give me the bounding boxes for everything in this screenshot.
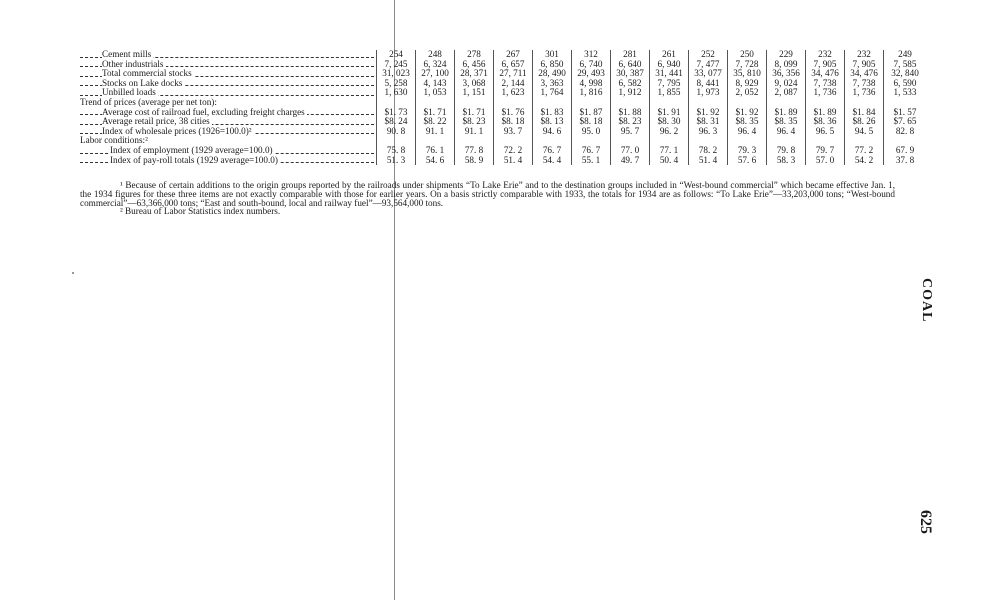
table-cell: $1. 83 — [533, 108, 572, 118]
table-cell: $8. 26 — [845, 117, 884, 127]
table-cell: 252 — [689, 50, 728, 60]
table-cell: $8. 35 — [767, 117, 806, 127]
table-cell: 261 — [650, 50, 689, 60]
table-cell: 7, 905 — [806, 60, 845, 70]
table-cell: 7, 738 — [845, 79, 884, 89]
table-cell: 94. 5 — [845, 127, 884, 137]
table-cell: 3, 068 — [455, 79, 494, 89]
table-cell: 7, 245 — [377, 60, 416, 70]
table-cell: $1. 57 — [884, 108, 927, 118]
table-cell: $1. 89 — [767, 108, 806, 118]
row-label — [80, 117, 377, 127]
table-cell: $8. 24 — [377, 117, 416, 127]
table-cell: 1, 630 — [377, 88, 416, 98]
table-cell: 1, 816 — [572, 88, 611, 98]
table-cell: 51. 4 — [494, 156, 533, 166]
table-cell: 2, 144 — [494, 79, 533, 89]
table-cell: 1, 053 — [416, 88, 455, 98]
row-label-text: Average retail price, 38 cities — [102, 117, 210, 127]
table-cell: 76. 1 — [416, 146, 455, 156]
table-cell: 6, 582 — [611, 79, 650, 89]
table-cell: 72. 2 — [494, 146, 533, 156]
table-cell: 91. 1 — [416, 127, 455, 137]
table-cell: $1. 84 — [845, 108, 884, 118]
table-cell: 55. 1 — [572, 156, 611, 166]
table-cell: 301 — [533, 50, 572, 60]
table-cell: 249 — [884, 50, 927, 60]
table-cell: 57. 6 — [728, 156, 767, 166]
page-number: 625 — [917, 510, 934, 534]
table-cell: 5, 258 — [377, 79, 416, 89]
table-cell: 27, 100 — [416, 69, 455, 79]
row-label — [80, 69, 377, 79]
row-label-text: Labor conditions:² — [80, 136, 148, 146]
table-cell: 7, 905 — [845, 60, 884, 70]
table-cell: 6, 740 — [572, 60, 611, 70]
table-cell: $1. 73 — [377, 108, 416, 118]
table-cell: 77. 2 — [845, 146, 884, 156]
table-cell: 1, 764 — [533, 88, 572, 98]
table-cell: 7, 585 — [884, 60, 927, 70]
table-cell: 76. 7 — [572, 146, 611, 156]
table-cell: 7, 795 — [650, 79, 689, 89]
table-cell: $8. 35 — [728, 117, 767, 127]
table-cell: 79. 3 — [728, 146, 767, 156]
table-cell: 1, 623 — [494, 88, 533, 98]
table-cell: 1, 855 — [650, 88, 689, 98]
table-cell: 1, 533 — [884, 88, 927, 98]
statistics-table-body — [80, 50, 926, 165]
table-cell: 6, 657 — [494, 60, 533, 70]
table-cell: 31, 023 — [377, 69, 416, 79]
table-cell: 1, 736 — [806, 88, 845, 98]
table-cell: 8, 441 — [689, 79, 728, 89]
table-cell: 77. 8 — [455, 146, 494, 156]
row-label-text: Index of pay-roll totals (1929 average=100.0) — [110, 155, 278, 165]
table-cell: 79. 8 — [767, 146, 806, 156]
table-cell: 33, 077 — [689, 69, 728, 79]
table-cell: $8. 31 — [689, 117, 728, 127]
table-cell: 2, 087 — [767, 88, 806, 98]
table-cell: 229 — [767, 50, 806, 60]
table-cell: 93. 7 — [494, 127, 533, 137]
footnote-2: ² Bureau of Labor Statistics index numbers. — [120, 206, 281, 217]
table-cell: 6, 324 — [416, 60, 455, 70]
table-cell: 30, 387 — [611, 69, 650, 79]
row-label — [80, 146, 377, 156]
table-cell: 96. 4 — [728, 127, 767, 137]
table-cell: 77. 0 — [611, 146, 650, 156]
row-label-text: Index of employment (1929 average=100.0) — [110, 145, 273, 155]
table-cell: 2, 052 — [728, 88, 767, 98]
table-cell: $1. 88 — [611, 108, 650, 118]
table-cell: 6, 940 — [650, 60, 689, 70]
table-cell: $1. 76 — [494, 108, 533, 118]
table-cell: $1. 91 — [650, 108, 689, 118]
footnotes — [80, 181, 895, 216]
table-cell: $8. 23 — [455, 117, 494, 127]
table-cell: 8, 929 — [728, 79, 767, 89]
table-cell: $8. 30 — [650, 117, 689, 127]
table-cell: 95. 0 — [572, 127, 611, 137]
scan-speck — [72, 272, 74, 274]
table-cell: $1. 71 — [455, 108, 494, 118]
table-cell: 1, 912 — [611, 88, 650, 98]
table-cell: 34, 476 — [806, 69, 845, 79]
table-cell: 67. 9 — [884, 146, 927, 156]
table-cell: 94. 6 — [533, 127, 572, 137]
table-cell: 1, 973 — [689, 88, 728, 98]
table-cell: 51. 4 — [689, 156, 728, 166]
table-cell: 95. 7 — [611, 127, 650, 137]
table-cell: 7, 477 — [689, 60, 728, 70]
table-cell: 91. 1 — [455, 127, 494, 137]
table-cell: 54. 4 — [533, 156, 572, 166]
table-cell: 6, 590 — [884, 79, 927, 89]
row-label — [80, 50, 377, 60]
table-cell: $1. 71 — [416, 108, 455, 118]
table-cell: 54. 2 — [845, 156, 884, 166]
table-row — [80, 136, 926, 146]
table-cell: 28, 490 — [533, 69, 572, 79]
table-cell: 312 — [572, 50, 611, 60]
table-cell: 250 — [728, 50, 767, 60]
table-cell: 58. 3 — [767, 156, 806, 166]
statistics-table — [80, 50, 926, 165]
table-cell: 76. 7 — [533, 146, 572, 156]
row-label-text: Cement mills — [102, 50, 152, 59]
table-cell: 3, 363 — [533, 79, 572, 89]
table-cell: 58. 9 — [455, 156, 494, 166]
table-cell: 82. 8 — [884, 127, 927, 137]
row-label — [80, 156, 377, 166]
table-cell: $1. 89 — [806, 108, 845, 118]
row-label — [80, 60, 377, 70]
table-cell: 50. 4 — [650, 156, 689, 166]
table-cell: 29, 493 — [572, 69, 611, 79]
table-cell: $1. 92 — [728, 108, 767, 118]
row-label — [80, 88, 377, 98]
table-cell: 27, 711 — [494, 69, 533, 79]
table-cell: 57. 0 — [806, 156, 845, 166]
row-label — [80, 127, 377, 137]
row-label-text: Trend of prices (average per net ton): — [80, 97, 217, 107]
table-cell: 254 — [377, 50, 416, 60]
table-cell: 77. 1 — [650, 146, 689, 156]
table-cell: 96. 5 — [806, 127, 845, 137]
table-cell: 281 — [611, 50, 650, 60]
table-cell: 4, 143 — [416, 79, 455, 89]
table-cell: 37. 8 — [884, 156, 927, 166]
table-row — [80, 127, 926, 137]
table-cell: 4, 998 — [572, 79, 611, 89]
table-cell: 54. 6 — [416, 156, 455, 166]
table-cell: 79. 7 — [806, 146, 845, 156]
row-label-text: Total commercial stocks — [102, 69, 192, 79]
table-cell: 232 — [845, 50, 884, 60]
table-cell: $8. 23 — [611, 117, 650, 127]
table-cell: 6, 640 — [611, 60, 650, 70]
table-cell: 6, 850 — [533, 60, 572, 70]
table-cell: 248 — [416, 50, 455, 60]
table-cell: 32, 840 — [884, 69, 927, 79]
table-cell: 1, 736 — [845, 88, 884, 98]
row-label-text: Average cost of railroad fuel, excluding freight charges — [102, 107, 305, 117]
row-label — [80, 136, 377, 146]
table-cell: $7. 65 — [884, 117, 927, 127]
table-cell: 232 — [806, 50, 845, 60]
table-cell: 1, 151 — [455, 88, 494, 98]
table-cell: 96. 3 — [689, 127, 728, 137]
table-cell: 75. 8 — [377, 146, 416, 156]
table-cell: 267 — [494, 50, 533, 60]
table-cell: 34, 476 — [845, 69, 884, 79]
row-label-text: Unbilled loads — [102, 88, 156, 98]
table-cell: 36, 356 — [767, 69, 806, 79]
table-cell: 6, 456 — [455, 60, 494, 70]
table-cell: 278 — [455, 50, 494, 60]
row-label — [80, 98, 377, 108]
table-cell: $8. 18 — [494, 117, 533, 127]
table-row — [80, 156, 926, 166]
row-label — [80, 79, 377, 89]
row-label-text: Stocks on Lake docks — [102, 78, 183, 88]
table-cell: $1. 87 — [572, 108, 611, 118]
section-title: COAL — [919, 278, 934, 323]
table-cell: 90. 8 — [377, 127, 416, 137]
footnote-1: ¹ Because of certain additions to the origin groups reported by the railroads under shipments “To Lake Erie” and to the destination groups included in “West-bound commercial” which became effective Jan. 1, the 1934 figures for these three items are not exactly comparable with those for earlier years. On a basis strictly comparable with 1933, the totals for 1934 are as follows: “To Lake Erie”—33,203,000 tons; “West-bound commercial”—63,366,000 tons; “East and south-bound, local and railway fuel”—93,564,000 tons. — [80, 180, 895, 208]
table-cell: 9, 024 — [767, 79, 806, 89]
table-cell: 51. 3 — [377, 156, 416, 166]
row-label-text: Index of wholesale prices (1926=100.0)² — [102, 126, 252, 136]
table-cell: $8. 36 — [806, 117, 845, 127]
table-cell: 78. 2 — [689, 146, 728, 156]
table-cell: 28, 371 — [455, 69, 494, 79]
table-cell: 96. 4 — [767, 127, 806, 137]
row-label-text: Other industrials — [102, 59, 164, 69]
table-cell: 31, 441 — [650, 69, 689, 79]
table-cell: $8. 22 — [416, 117, 455, 127]
table-cell: $8. 18 — [572, 117, 611, 127]
table-cell: 96. 2 — [650, 127, 689, 137]
table-cell: 35, 810 — [728, 69, 767, 79]
table-cell: 7, 738 — [806, 79, 845, 89]
table-cell: $1. 92 — [689, 108, 728, 118]
table-row — [80, 117, 926, 127]
table-row — [80, 146, 926, 156]
row-label — [80, 108, 377, 118]
table-row — [80, 88, 926, 98]
table-cell: 7, 728 — [728, 60, 767, 70]
table-cell: $8. 13 — [533, 117, 572, 127]
table-cell: 8, 099 — [767, 60, 806, 70]
table-cell: 49. 7 — [611, 156, 650, 166]
